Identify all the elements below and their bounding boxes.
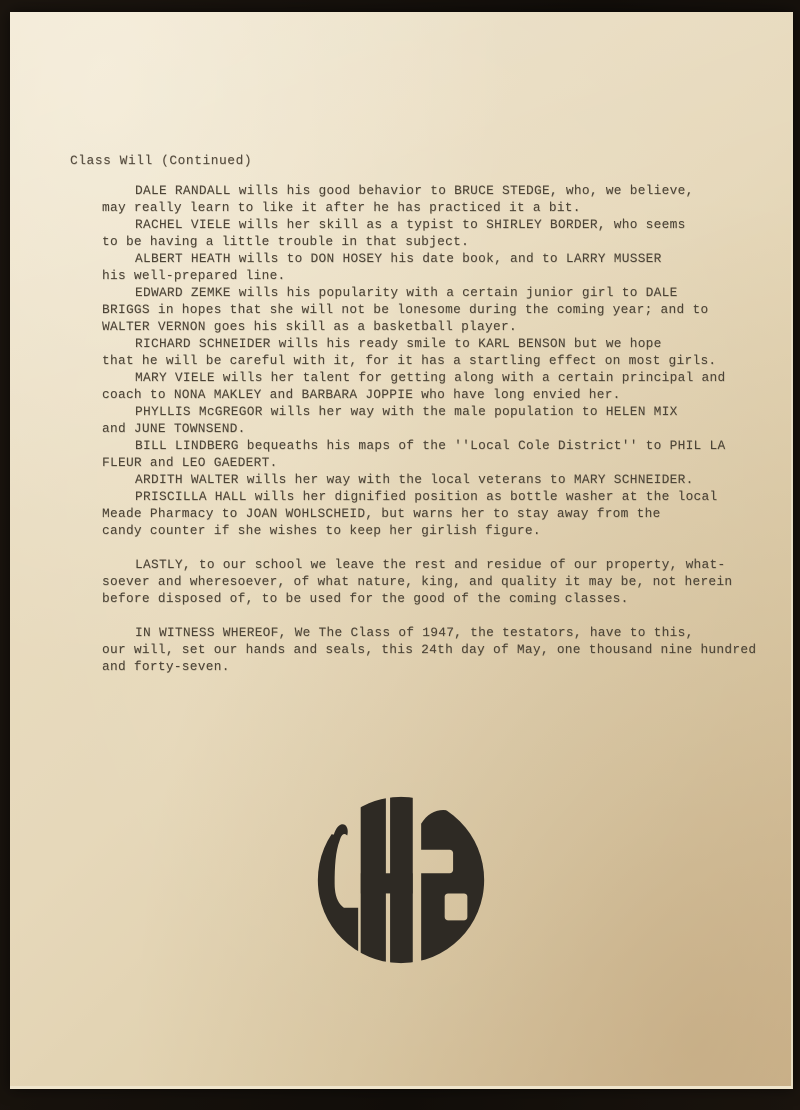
text-line: PHYLLIS McGREGOR wills her way with the male population to HELEN MIX xyxy=(135,404,678,419)
text-line: and forty-seven. xyxy=(102,659,230,674)
text-line: ALBERT HEATH wills to DON HOSEY his date book, and to LARRY MUSSER xyxy=(135,251,662,266)
uhs-monogram-logo xyxy=(315,796,487,964)
class-will-text xyxy=(102,182,756,675)
text-line: that he will be careful with it, for it has a startling effect on most girls. xyxy=(102,353,717,368)
text-line: soever and wheresoever, of what nature, king, and quality it may be, not herein xyxy=(102,574,733,589)
text-line: RICHARD SCHNEIDER wills his ready smile to KARL BENSON but we hope xyxy=(135,336,662,351)
text-line: our will, set our hands and seals, this 24th day of May, one thousand nine hundred xyxy=(102,642,757,657)
text-line: his well-prepared line. xyxy=(102,268,286,283)
text-line: EDWARD ZEMKE wills his popularity with a certain junior girl to DALE xyxy=(135,285,678,300)
monogram-letter-s xyxy=(421,810,487,964)
text-line: and JUNE TOWNSEND. xyxy=(102,421,246,436)
text-line: candy counter if she wishes to keep her girlish figure. xyxy=(102,523,541,538)
text-line: Meade Pharmacy to JOAN WOHLSCHEID, but warns her to stay away from the xyxy=(102,506,661,521)
text-line: LASTLY, to our school we leave the rest and residue of our property, what- xyxy=(135,557,726,572)
text-line: may really learn to like it after he has practiced it a bit. xyxy=(102,200,581,215)
text-line: MARY VIELE wills her talent for getting along with a certain principal and xyxy=(135,370,726,385)
text-line: to be having a little trouble in that subject. xyxy=(102,234,470,249)
monogram-letter-u xyxy=(315,824,358,964)
text-line: WALTER VERNON goes his skill as a basketball player. xyxy=(102,319,517,334)
text-line: RACHEL VIELE wills her skill as a typist to SHIRLEY BORDER, who seems xyxy=(135,217,686,232)
page-heading: Class Will (Continued) xyxy=(70,153,253,168)
scanned-page xyxy=(10,12,793,1089)
text-line: PRISCILLA HALL wills her dignified position as bottle washer at the local xyxy=(135,489,718,504)
text-line: IN WITNESS WHEREOF, We The Class of 1947, the testators, have to this, xyxy=(135,625,694,640)
text-line: ARDITH WALTER wills her way with the local veterans to MARY SCHNEIDER. xyxy=(135,472,694,487)
uhs-monogram-svg xyxy=(315,796,487,964)
text-line: BRIGGS in hopes that she will not be lonesome during the coming year; and to xyxy=(102,302,709,317)
text-line: before disposed of, to be used for the good of the coming classes. xyxy=(102,591,629,606)
text-line: FLEUR and LEO GAEDERT. xyxy=(102,455,278,470)
monogram-letter-h-crossbar xyxy=(361,873,413,893)
text-line: DALE RANDALL wills his good behavior to BRUCE STEDGE, who, we believe, xyxy=(135,183,694,198)
text-line: BILL LINDBERG bequeaths his maps of the ''Local Cole District'' to PHIL LA xyxy=(135,438,726,453)
text-line: coach to NONA MAKLEY and BARBARA JOPPIE who have long envied her. xyxy=(102,387,621,402)
